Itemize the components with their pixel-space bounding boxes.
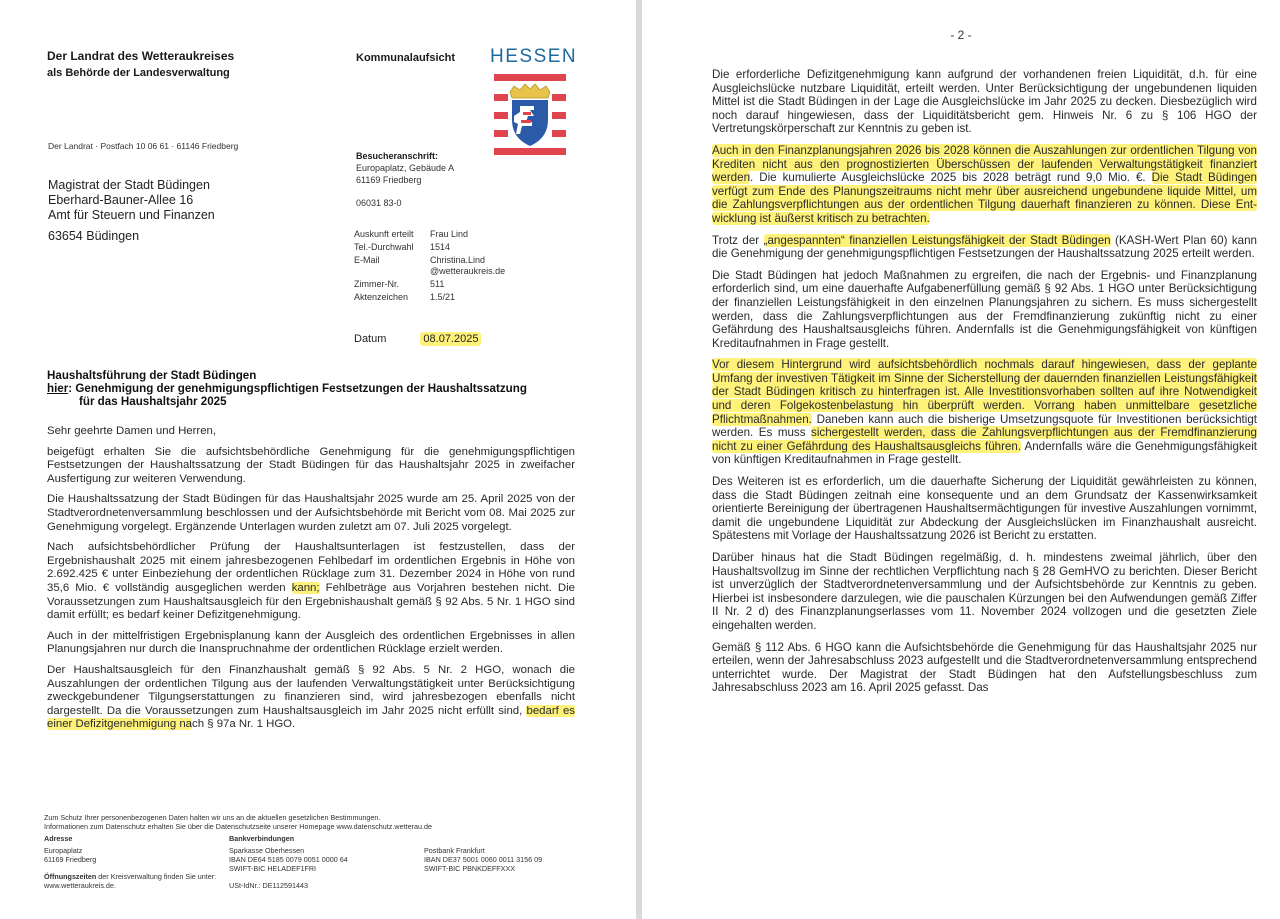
contact-value: 1514 bbox=[430, 242, 451, 252]
highlighted-text: Auch in den Finanzplanungsjahren 2026 bis 2028 können die Auszahlungen zur ordentlichen Tilgung von Krediten nicht aus den prognostizierten Überschüssen der laufenden Verwaltungstätigkeit finanziert werden bbox=[712, 143, 1257, 185]
return-address: Der Landrat · Postfach 10 06 61 · 61146 Friedberg bbox=[48, 141, 239, 151]
sender-line-1: Der Landrat des Wetteraukreises bbox=[47, 49, 235, 63]
text-run: (KASH-Wert Plan 60) kann die Genehmigung der genehmigungspflichtigen Festsetzungen der Haushaltssatzung 2025 erteilt werden. bbox=[712, 233, 1258, 261]
bank-iban: IBAN DE64 5185 0079 0051 0000 64 bbox=[229, 855, 348, 864]
subject-block bbox=[47, 369, 607, 408]
text-run: Darüber hinaus hat die Stadt Büdingen regelmäßig, d. h. mindestens zweimal jährlich, über den Haushaltsvollzug im Sinne der rechtlichen Verpflichtung nach § 28 GemHVO zu berichten. Dieser Bericht ist unverzüglich der Stadtverordnetenversammlung und der Aufsichtsbehörde zur Kenntnis zu geben. Hierbei ist insbesondere darzulegen, wie die pauschalen Kürzungen bei den Aufwendungen gemäß Ziffer II Nr. 2 d) des Finanzplanungserlasses vom 11. November 2024 vollzogen und die gesetzten Ziele eingehalten werden. bbox=[712, 551, 1257, 632]
highlighted-text: sichergestellt werden, dass die Zahlungsverpflichtungen aus der Fremdfinanzierung nicht zu einer Gefährdung des Haushaltsausgleichs führen. bbox=[712, 426, 1257, 453]
contact-value: 511 bbox=[430, 279, 445, 289]
bank-name: Postbank Frankfurt bbox=[424, 846, 485, 855]
hessen-logo-text: HESSEN bbox=[490, 46, 578, 67]
paragraph bbox=[47, 664, 575, 732]
visitor-address-line: Europaplatz, Gebäude A bbox=[356, 163, 455, 173]
footer-bank-2 bbox=[424, 846, 542, 873]
contact-label: Tel.-Durchwahl bbox=[354, 242, 414, 252]
page-number: - 2 - bbox=[950, 28, 972, 42]
footer-bank-1 bbox=[229, 834, 348, 890]
recipient-line: Eberhard-Bauner-Allee 16 bbox=[48, 193, 194, 207]
email-domain[interactable]: @wetteraukreis.de bbox=[430, 266, 506, 276]
highlighted-text: Vor diesem Hintergrund wird aufsichtsbehördlich nochmals darauf hingewiesen, dass der geplante Umfang der investiven Tätigkeit im Sinne der Sicherstellung der dauernden finanziellen Leistungsfähigkeit der Stadt Büdingen kritisch zu hinterfragen ist. Alle Investitionsvorhaben sollten auf ihre Notwendigkeit und deren Folgekostenbelastung hin überprüft werden. Vorrang haben unmittelbare gesetzliche Pflichtmaßnahmen. bbox=[712, 358, 1257, 426]
text-run: Andernfalls wäre die Genehmigungsfähigkeit von künftigen Kreditaufnahmen in Frage gestellt. bbox=[712, 439, 1257, 467]
letter-body-page-1 bbox=[47, 425, 575, 739]
contact-label: Aktenzeichen bbox=[354, 292, 409, 302]
vat-id: USt-IdNr.: DE112591443 bbox=[229, 881, 308, 890]
department-label: Kommunalaufsicht bbox=[356, 52, 456, 64]
text-run: ch § 97a Nr. 1 HGO. bbox=[192, 718, 296, 731]
paragraph bbox=[712, 641, 1257, 695]
text-run: Des Weiteren ist es erforderlich, um die dauerhafte Sicherung der Liquidität gewährleisten zu können, dass die Stadt Büdingen zeitnah eine konsequente und an dem Grundsatz der Kassenwirksamkeit orientierte Bereinigung der übertragenen Haushaltsermächtigungen für investive Auszahlungen vornimmt, damit die ungebundene Liquidität zur Abdeckung der Ausgleichslücken im Finanzhaushalt ausreicht. Spätestens mit Vorlage der Haushaltssatzung 2026 ist Bericht zu erstatten. bbox=[712, 475, 1257, 543]
phone-number: 06031 83-0 bbox=[356, 198, 402, 208]
text-run: Der Haushaltsausgleich für den Finanzhaushalt gemäß § 92 Abs. 5 Nr. 2 HGO, wonach die Auszahlungen der ordentlichen Tilgung aus der laufenden Verwaltungstätigkeit unter Berücksichtigung zweckgebundener Tilgungserstattungen zu finanzieren sind, wird jahresbezogen ebenfalls nicht dargestellt. Da die Voraussetzungen zum Haushaltsausgleich im Jahr 2025 nicht erfüllt sind, bbox=[47, 663, 575, 717]
paragraph bbox=[712, 144, 1257, 226]
letter-footer bbox=[44, 813, 604, 904]
text-run: Daneben kann auch die bisherige Umsetzungsquote für Investitionen berücksichtigt werden. Es muss bbox=[712, 412, 1257, 440]
contact-row bbox=[354, 255, 505, 279]
recipient-address bbox=[48, 178, 215, 244]
paragraph bbox=[712, 68, 1257, 136]
email-value[interactable]: Christina.Lind bbox=[430, 255, 486, 265]
contact-row bbox=[354, 292, 505, 305]
subject-line-2: : Genehmigung der genehmigungspflichtigen Festsetzungen der Haushaltssatzung bbox=[68, 382, 527, 395]
website-link[interactable]: www.wetteraukreis.de. bbox=[44, 881, 116, 890]
recipient-city: 63654 Büdingen bbox=[48, 229, 140, 243]
paragraph bbox=[712, 358, 1257, 467]
text-run: Die erforderliche Defizitgenehmigung kann aufgrund der vorhandenen freien Liquidität, d.h. für eine Ausgleichslücke nutzbare Liquidität, erteilt werden. Unter Berücksichtigung der ungebundenen liquiden Mittel ist die Stadt Büdingen in der Lage die Ausgleichslücke im Jahr 2025 zu decken. Diesbezüglich wird noch darauf hingewiesen, dass der Liquiditätsbericht gem. Hinweis Nr. 6 zu § 106 HGO der Vertretungskörperschaft zur Kenntnis zu geben ist. bbox=[712, 68, 1257, 136]
paragraph bbox=[712, 475, 1257, 543]
paragraph bbox=[712, 551, 1257, 633]
visitor-address-line: 61169 Friedberg bbox=[356, 175, 422, 185]
paragraph bbox=[712, 269, 1257, 351]
text-run: Fehlbeträge aus Vorjahren bestehen nicht. Die Voraussetzungen zum Haushaltsausgleich für den Ergebnishaushalt gemäß § 92 Abs. 5 Nr. 1 HGO sind damit erfüllt; es bedarf keiner Defizitgenehmigung. bbox=[47, 581, 576, 622]
opening-hours-label: Öffnungszeiten bbox=[44, 872, 97, 881]
text-run: Die Stadt Büdingen hat jedoch Maßnahmen zu ergreifen, die nach der Ergebnis- und Finanzplanung erforderlich sind, um eine dauerhafte Aufgabenerfüllung gemäß § 92 Abs. 1 HGO unter Berücksichtigung der finanziellen Leistungsfähigkeit in den einzelnen Planungsjahren zu sichern. Es muss sichergestellt werden, dass die Zahlungsverpflichtungen aus der Fremdfinanzierung zukünftig nicht zu einer Gefährdung des Haushaltsausgleichs führen. Andernfalls ist die Genehmigungsfähigkeit von künftigen Kreditaufnahmen in Frage gestellt. bbox=[712, 268, 1257, 350]
recipient-line: Magistrat der Stadt Büdingen bbox=[48, 178, 210, 192]
text-run: Nach aufsichtsbehördlicher Prüfung der Haushaltsunterlagen ist festzustellen, dass der Ergebnishaushalt 2025 mit einem jahresbezogenen Fehlbedarf im ordentlichen Ergebnis in Höhe von 2.692.425 € unter Einbeziehung der ordentlichen Rücklage zum 31. Dezember 2024 in Höhe von rund 35,6 Mio. € vollständig ausgeglichen werden bbox=[47, 541, 575, 594]
contact-label: Zimmer-Nr. bbox=[354, 279, 399, 289]
date-label: Datum bbox=[354, 333, 387, 345]
footer-address bbox=[44, 834, 216, 890]
paragraph bbox=[47, 541, 575, 623]
letter-page-2 bbox=[642, 0, 1280, 919]
date-field bbox=[354, 333, 481, 345]
highlighted-text: Die Stadt Büdingen verfügt zum Ende des Planungszeitraums nicht mehr über ausreichend ungebundene liquide Mittel, um die Zahlungsverpflichtungen aus der ordentlichen Tilgung dauerhaft finanzieren zu können. Diese Entwicklung ist äußerst kritisch zu betrachten. bbox=[712, 171, 1258, 225]
salutation: Sehr geehrte Damen und Herren, bbox=[47, 425, 217, 437]
text-run: . Die kumulierte Ausgleichslücke 2025 bis 2028 beträgt rund 9,0 Mio. €. bbox=[750, 171, 1152, 185]
highlighted-text: „angespannten“ finanziellen Leistungsfähigkeit der Stadt Büdingen bbox=[763, 233, 1111, 247]
paragraph bbox=[712, 234, 1257, 261]
visitor-address bbox=[356, 150, 454, 186]
paragraph: Die Haushaltssatzung der Stadt Büdingen für das Haushaltsjahr 2025 wurde am 25. April 2025 von der Stadtverordnetenversammlung beschlossen und der Aufsichtsbehörde mit Bericht vom 08. Mai 2025 zur Genehmigung vorgelegt. Ergänzende Unterlagen wurden zuletzt am 07. Juli 2025 vorgelegt. bbox=[47, 493, 575, 533]
text-run: Gemäß § 112 Abs. 6 HGO kann die Aufsichtsbehörde die Genehmigung für das Haushaltsjahr 2025 nur erteilen, wenn der Jahresabschluss 2023 aufgestellt und die Stadtverordnetenversammlung entsprechend unterrichtet wurde. Der Magistrat der Stadt Büdingen hat den Aufstellungsbeschluss zum Jahresabschluss 2023 am 16. April 2025 gefasst. Das bbox=[712, 640, 1257, 695]
letter-page-1 bbox=[0, 0, 636, 919]
privacy-note-2: Informationen zum Datenschutz erhalten Sie über die Datenschutzseite unserer Homepage www.datenschutz.wetterau.de bbox=[44, 822, 432, 831]
highlighted-text: kann; bbox=[291, 581, 320, 594]
highlighted-text: bedarf es einer Defizitgenehmigung na bbox=[47, 704, 575, 731]
contact-row bbox=[354, 279, 505, 292]
paragraph: beigefügt erhalten Sie die aufsichtsbehördliche Genehmigung für die genehmigungspflichtigen Festsetzungen der Haushaltssatzung der Stadt Büdingen für das Haushaltsjahr 2025 in zweifacher Ausfertigung zur weiteren Verwendung. bbox=[47, 445, 575, 485]
letter-body-page-2 bbox=[712, 68, 1257, 703]
sender-block bbox=[47, 48, 234, 82]
bank-bic: SWIFT-BIC HELADEF1FRI bbox=[229, 864, 317, 873]
subject-hier: hier bbox=[47, 382, 69, 395]
contact-value: 1.5/21 bbox=[430, 292, 456, 302]
bank-name: Sparkasse Oberhessen bbox=[229, 846, 305, 855]
visitor-address-label: Besucheranschrift: bbox=[356, 151, 439, 161]
contact-label: E-Mail bbox=[354, 255, 380, 265]
hessen-logo bbox=[490, 46, 578, 173]
privacy-note-1: Zum Schutz Ihrer personenbezogenen Daten halten wir uns an die aktuellen gesetzlichen Bestimmungen. bbox=[44, 813, 381, 822]
footer-address-line: 61169 Friedberg bbox=[44, 855, 97, 864]
contact-label: Auskunft erteilt bbox=[354, 229, 414, 239]
date-value: 08.07.2025 bbox=[420, 332, 481, 346]
contact-value: Frau Lind bbox=[430, 229, 469, 239]
sender-line-2: als Behörde der Landesverwaltung bbox=[47, 67, 230, 79]
hessen-coat-of-arms-icon bbox=[490, 68, 570, 168]
subject-line-1: Haushaltsführung der Stadt Büdingen bbox=[47, 369, 257, 382]
bank-label: Bankverbindungen bbox=[229, 834, 295, 843]
footer-address-line: Europaplatz bbox=[44, 846, 83, 855]
text-run: Trotz der bbox=[712, 233, 764, 247]
contact-info bbox=[354, 229, 505, 305]
bank-bic: SWIFT-BIC PBNKDEFFXXX bbox=[424, 864, 516, 873]
contact-row bbox=[354, 229, 505, 242]
subject-line-3: für das Haushaltsjahr 2025 bbox=[79, 395, 227, 408]
bank-iban: IBAN DE37 5001 0060 0011 3156 09 bbox=[424, 855, 543, 864]
contact-row bbox=[354, 242, 505, 255]
recipient-line: Amt für Steuern und Finanzen bbox=[48, 208, 215, 222]
opening-hours-text: der Kreisverwaltung finden Sie unter: bbox=[96, 872, 217, 881]
paragraph: Auch in der mittelfristigen Ergebnisplanung kann der Ausgleich des ordentlichen Ergebnisses in allen Planungsjahren nur durch die Inanspruchnahme der ordentlichen Rücklage erzielt werden. bbox=[47, 629, 575, 656]
footer-address-label: Adresse bbox=[44, 834, 73, 843]
